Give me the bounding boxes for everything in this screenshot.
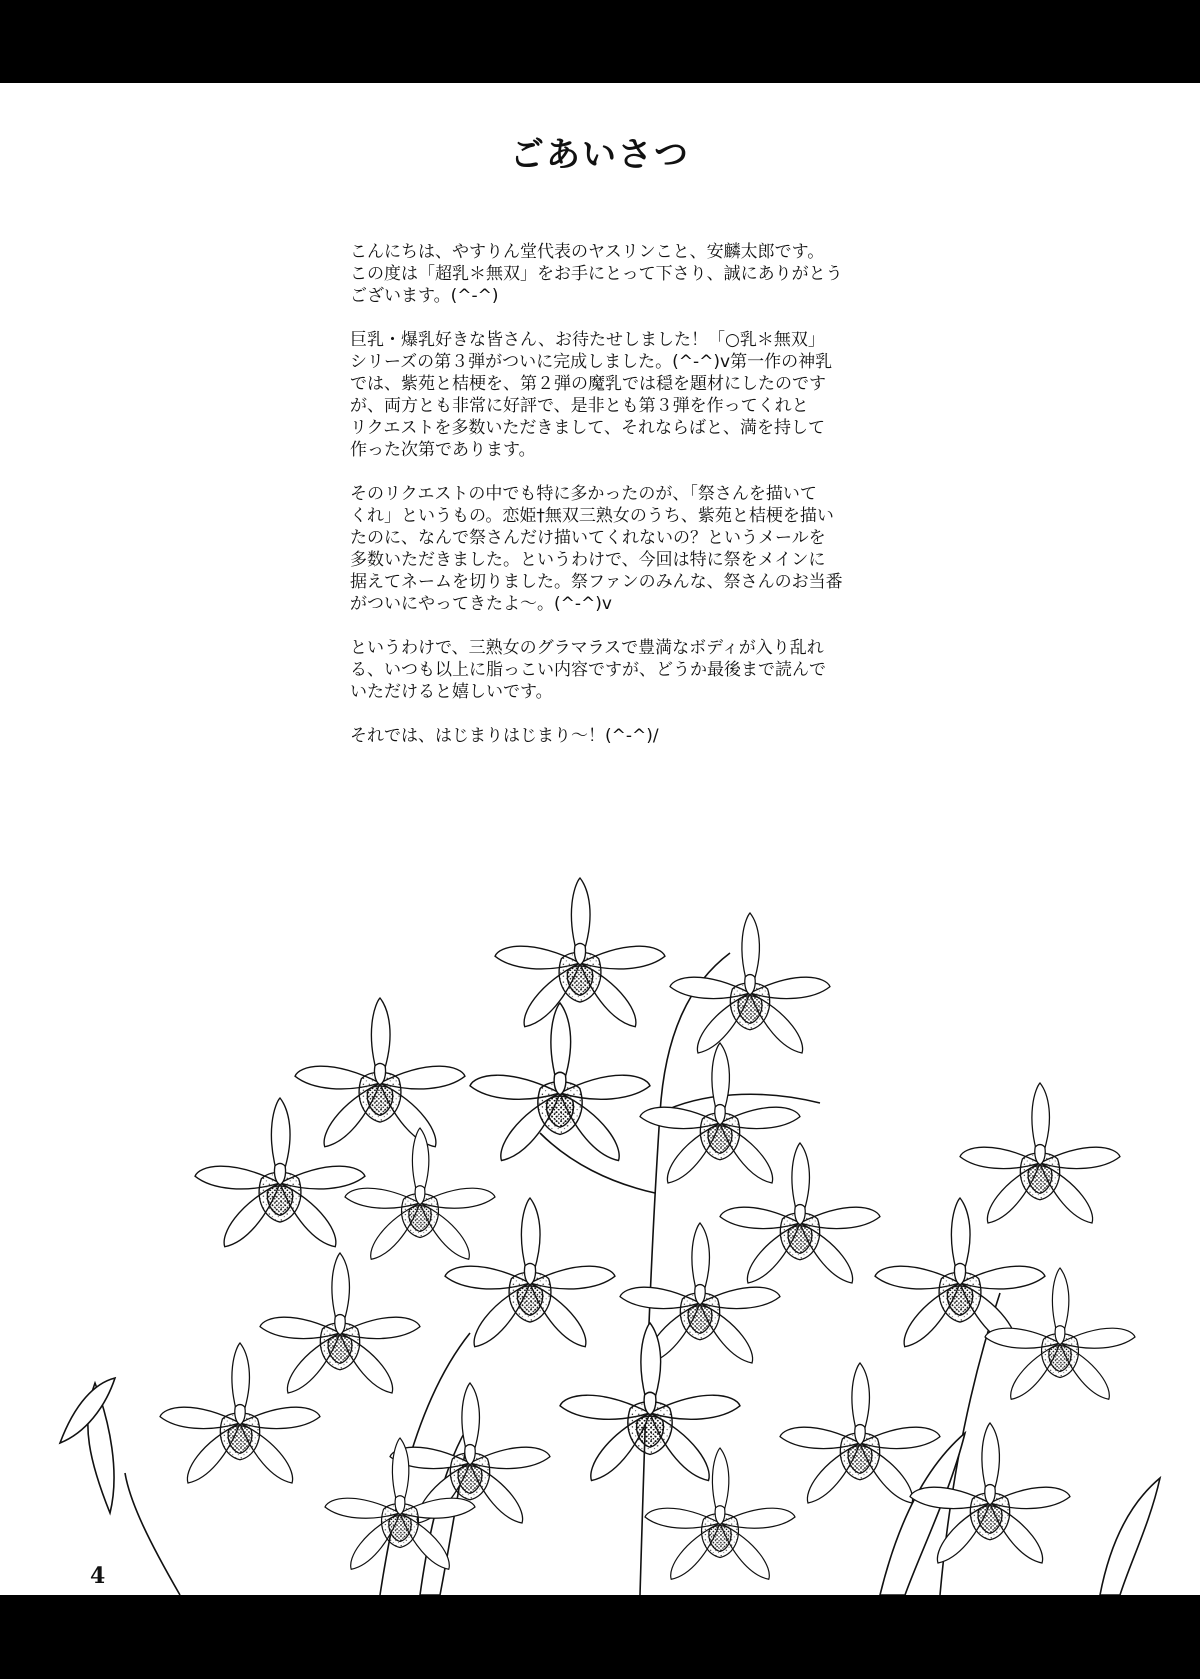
text-line: る、いつも以上に脂っこい内容ですが、どうか最後まで読んで xyxy=(350,660,826,680)
document-sheet xyxy=(0,83,1200,1595)
paragraph xyxy=(350,329,880,461)
text-line: というわけで、三熟女のグラマラスで豊満なボディが入り乱れ xyxy=(350,638,824,658)
text-line: そのリクエストの中でも特に多かったのが、「祭さんを描いて xyxy=(350,484,817,504)
text-line: では、紫苑と桔梗を、第２弾の魔乳では穏を題材にしたのです xyxy=(350,374,826,394)
text-line: くれ」というもの。恋姫†無双三熟女のうち、紫苑と桔梗を描い xyxy=(350,506,834,526)
text-line: ございます。(^-^) xyxy=(350,286,499,306)
text-line: が、両方とも非常に好評で、是非とも第３弾を作ってくれと xyxy=(350,396,809,416)
greeting-body xyxy=(350,241,880,769)
text-line: この度は「超乳＊無双」をお手にとって下さり、誠にありがとう xyxy=(350,264,843,284)
paragraph xyxy=(350,241,880,307)
text-line: がついにやってきたよ～。(^-^)v xyxy=(350,594,612,614)
text-line: 据えてネームを切りました。祭ファンのみんな、祭さんのお当番 xyxy=(350,572,843,592)
text-line: シリーズの第３弾がついに完成しました。(^-^)v第一作の神乳 xyxy=(350,352,833,372)
paragraph xyxy=(350,725,880,747)
text-line: いただけると嬉しいです。 xyxy=(350,682,553,702)
page-title: ごあいさつ xyxy=(510,135,690,175)
page-number: 4 xyxy=(90,1563,106,1589)
text-line: 多数いただきました。というわけで、今回は特に祭をメインに xyxy=(350,550,826,570)
paragraph xyxy=(350,637,880,703)
text-line: それでは、はじまりはじまり～！(^-^)/ xyxy=(350,726,659,746)
text-line: リクエストを多数いただきまして、それならばと、満を持して xyxy=(350,418,825,438)
text-line: こんにちは、やすりん堂代表のヤスリンこと、安麟太郎です。 xyxy=(350,242,825,262)
paragraph xyxy=(350,483,880,615)
text-line: 巨乳・爆乳好きな皆さん、お待たせしました！「○乳＊無双」 xyxy=(350,330,825,350)
text-line: たのに、なんで祭さんだけ描いてくれないの？というメールを xyxy=(350,528,826,548)
text-line: 作った次第であります。 xyxy=(350,440,536,460)
orchid-flowers-icon xyxy=(0,863,1200,1595)
